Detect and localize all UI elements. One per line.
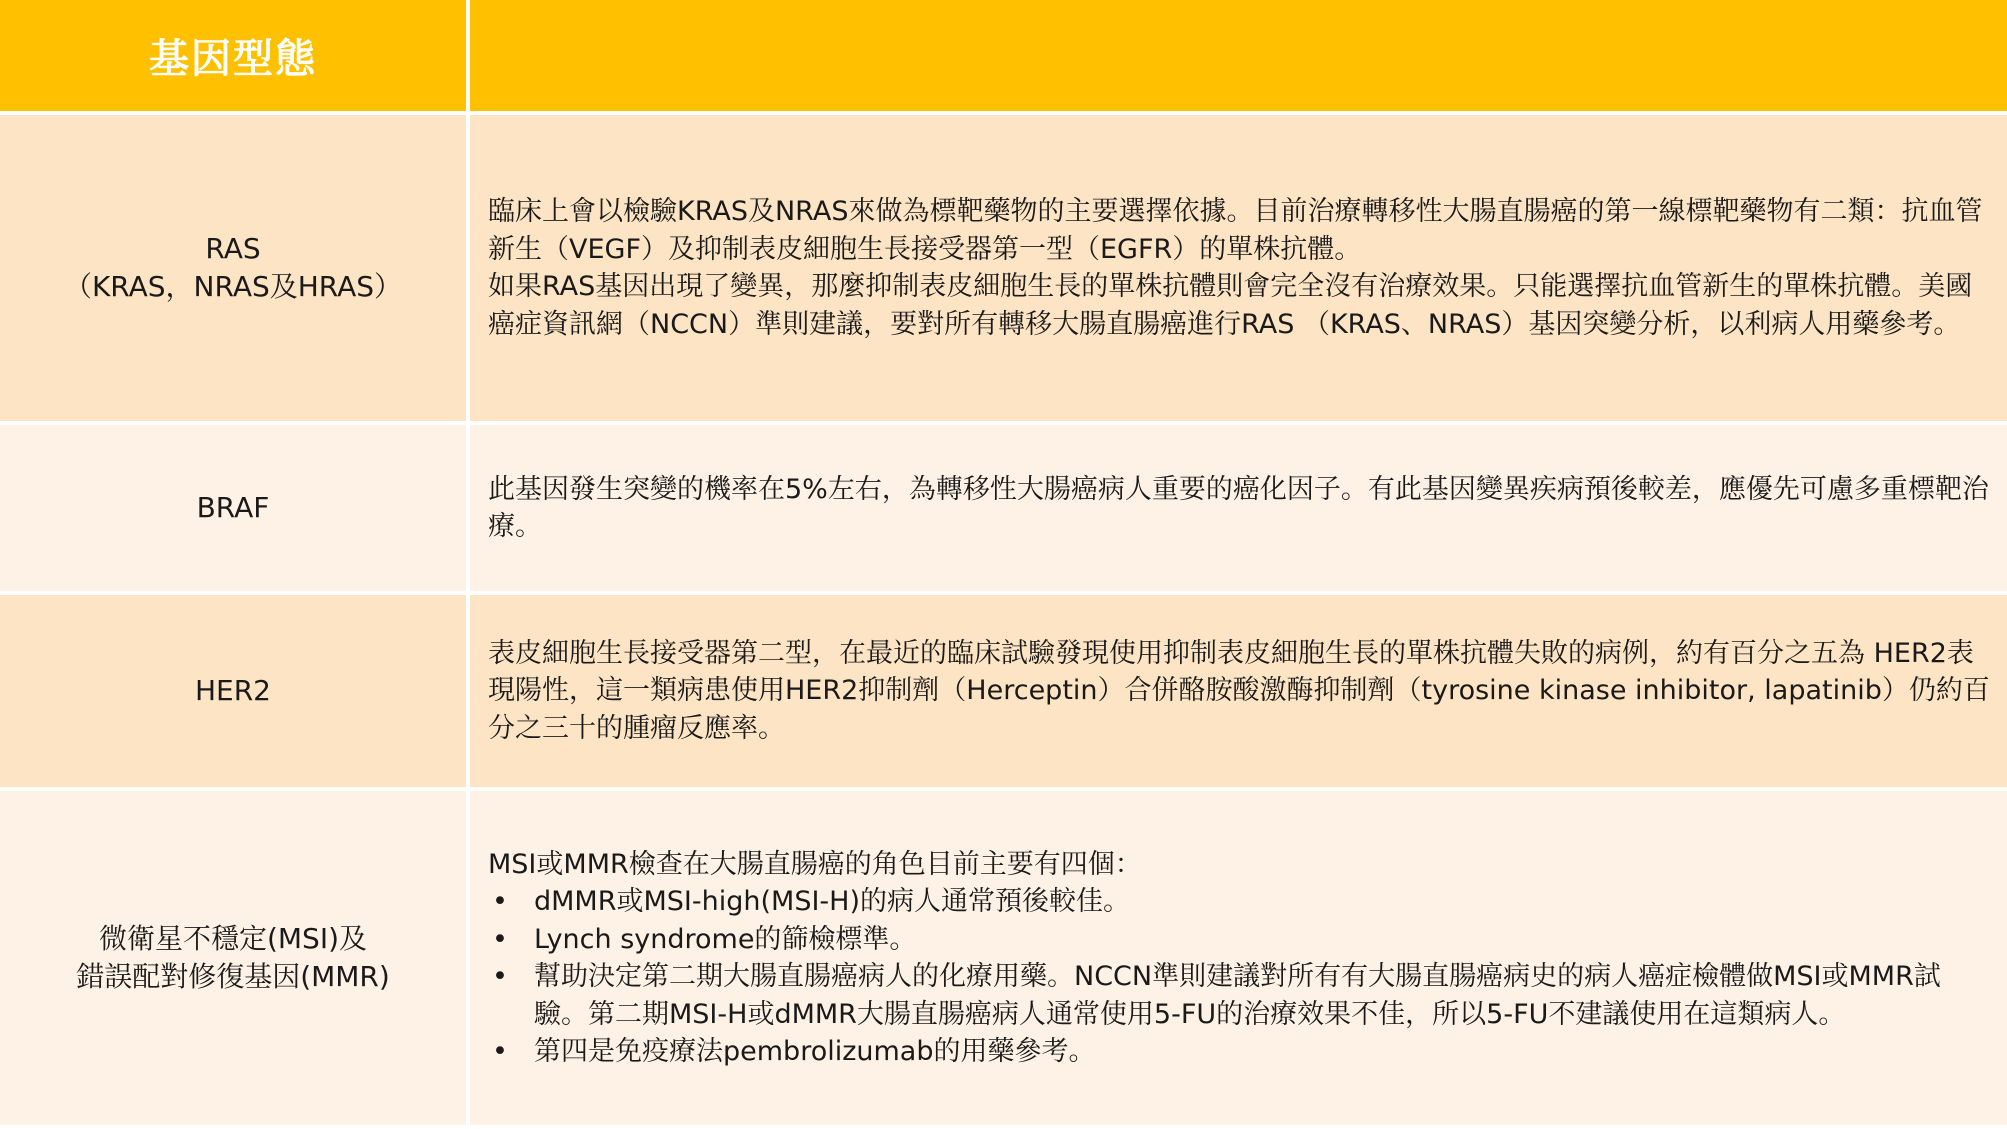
gene-cell-her2 xyxy=(0,595,470,791)
desc-intro: MSI或MMR檢查在大腸直腸癌的角色目前主要有四個： xyxy=(488,848,1142,880)
bullet-dot-icon: • xyxy=(492,1036,508,1067)
list-item xyxy=(488,921,1993,959)
gene-subname: 錯誤配對修復基因(MMR) xyxy=(76,960,390,993)
gene-name: BRAF xyxy=(196,491,270,524)
bullet-list xyxy=(488,883,1993,1071)
desc-paragraph: 此基因發生突變的機率在5%左右，為轉移性大腸癌病人重要的癌化因子。有此基因變異疾病預後較差，應優先可慮多重標靶治療。 xyxy=(488,473,1989,542)
list-item-text: 幫助決定第二期大腸直腸癌病人的化療用藥。NCCN準則建議對所有有大腸直腸癌病史的病人癌症檢體做MSI或MMR試驗。第二期MSI-H或dMMR大腸直腸癌病人通常使用5-FU的治療效果不佳，所以5-FU不建議使用在這類病人。 xyxy=(534,961,1941,1030)
list-item-text: Lynch syndrome的篩檢標準。 xyxy=(534,923,917,955)
bullet-dot-icon: • xyxy=(492,923,508,955)
gene-cell-ras xyxy=(0,115,470,425)
gene-name: 微衛星不穩定(MSI)及 xyxy=(98,922,368,955)
desc-cell-braf xyxy=(470,425,2007,595)
gene-cell-braf xyxy=(0,425,470,595)
bullet-dot-icon: • xyxy=(492,961,508,992)
list-item xyxy=(488,883,1993,921)
desc-cell-msi-mmr xyxy=(470,791,2007,1129)
desc-paragraph: 臨床上會以檢驗KRAS及NRAS來做為標靶藥物的主要選擇依據。目前治療轉移性大腸直腸癌的第一線標靶藥物有二類：抗血管新生（VEGF）及抑制表皮細胞生長接受器第一型（EGFR）的單株抗體。 xyxy=(488,196,1983,265)
gene-cell-msi-mmr xyxy=(0,791,470,1129)
bullet-dot-icon: • xyxy=(492,886,508,917)
header-gene-title: 基因型態 xyxy=(149,36,317,82)
desc-paragraph: 表皮細胞生長接受器第二型，在最近的臨床試驗發現使用抑制表皮細胞生長的單株抗體失敗的病例，約有百分之五為 HER2表現陽性，這一類病患使用HER2抑制劑（Herceptin）合併酪胺酸激酶抑制劑（tyrosine kinase inhibitor, lapatinib）仍約百分之三十的腫瘤反應率。 xyxy=(488,637,1990,744)
list-item-text: 第四是免疫療法pembrolizumab的用藥參考。 xyxy=(534,1036,1096,1067)
desc-cell-her2 xyxy=(470,595,2007,791)
gene-name: RAS xyxy=(205,232,261,265)
list-item-text: dMMR或MSI-high(MSI-H)的病人通常預後較佳。 xyxy=(534,886,1131,917)
desc-paragraph: 如果RAS基因出現了變異，那麼抑制表皮細胞生長的單株抗體則會完全沒有治療效果。只能選擇抗血管新生的單株抗體。美國癌症資訊網（NCCN）準則建議，要對所有轉移大腸直腸癌進行RAS （KRAS、NRAS）基因突變分析，以利病人用藥參考。 xyxy=(488,271,1973,340)
gene-name: HER2 xyxy=(194,674,271,707)
gene-subname: （KRAS，NRAS及HRAS） xyxy=(63,270,403,303)
list-item xyxy=(488,1033,1993,1071)
list-item xyxy=(488,958,1993,1033)
header-description-column xyxy=(470,0,2007,115)
desc-cell-ras xyxy=(470,115,2007,425)
header-gene-column xyxy=(0,0,470,115)
